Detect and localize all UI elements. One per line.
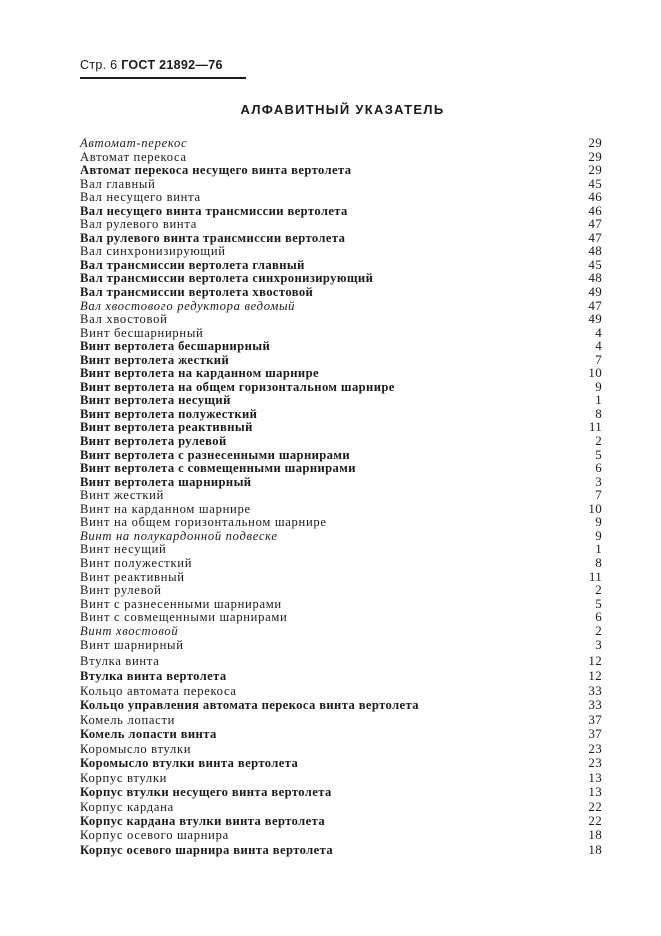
index-entry-page-number: 37 [588,726,602,742]
page-header [80,58,223,72]
index-entry-term: Корпус кардана [80,799,174,814]
index-title: АЛФАВИТНЫЙ УКАЗАТЕЛЬ [240,102,445,117]
index-entry-page-number: 2 [595,582,602,598]
index-entry-page-number: 47 [588,216,602,232]
index-entry [80,785,602,799]
index-entry-term: Втулка винта вертолета [80,668,227,683]
index-entry [80,326,602,340]
index-entry [80,712,602,727]
index-entry-page-number: 7 [595,351,602,367]
index-entry-page-number: 10 [588,500,602,516]
index-entry [80,683,602,698]
index-entry-page-number: 18 [588,841,602,857]
index-entry-page-number: 8 [595,405,602,421]
index-entry-term: Кольцо управления автомата перекоса винта вертолета [80,698,419,713]
index-entry-term: Винт полужесткий [80,555,193,570]
index-entry-term: Вал рулевого винта трансмиссии вертолета [80,230,346,245]
index-entry-term: Вал хвостовой [80,312,168,327]
index-entry-term: Винт с совмещенными шарнирами [80,610,288,625]
index-entry-term: Корпус осевого шарнира винта вертолета [80,842,334,857]
index-entry [80,502,602,516]
index-entry-term: Комель лопасти винта [80,727,217,742]
index-entry-term: Корпус осевого шарнира [80,828,229,843]
index-entry [80,653,602,668]
index-entry-page-number: 7 [595,487,602,503]
index-entry [80,448,602,462]
index-entry [80,190,602,204]
index-entry [80,637,602,652]
index-entry [80,770,602,785]
index-entry-page-number: 4 [595,338,602,354]
index-entry [80,353,602,367]
index-entry-page-number: 1 [595,541,602,557]
index-entry-term: Коромысло втулки винта вертолета [80,756,299,771]
index-entry [80,136,602,150]
index-entry-term: Комель лопасти [80,712,176,727]
index-entry-term: Винт вертолета на общем горизонтальном шарнире [80,379,395,394]
index-entry [80,163,602,177]
index-entry-page-number: 45 [588,256,602,272]
index-entry-term: Автомат перекоса [80,149,187,164]
index-entry [80,556,602,570]
index-entry [80,529,602,543]
index-entry-term: Автомат перекоса несущего винта вертолета [80,163,352,178]
index-entry-term: Винт вертолета полужесткий [80,406,258,421]
index-entry-page-number: 12 [588,667,602,683]
index-entry [80,285,602,299]
index-entry-page-number: 5 [595,595,602,611]
index-entry [80,488,602,502]
index-entry-term: Винт с разнесенными шарнирами [80,596,282,611]
index-entry-term: Вал хвостового редуктора ведомый [80,298,296,313]
index-entry-term: Вал трансмиссии вертолета синхронизирующий [80,271,374,286]
index-entry [80,827,602,842]
index-entry [80,610,602,624]
index-entry-page-number: 29 [588,162,602,178]
index-entry-term: Винт хвостовой [80,623,179,638]
index-entry-page-number: 13 [588,769,602,785]
index-entry [80,542,602,556]
index-entry-term: Винт вертолета с разнесенными шарнирами [80,447,351,462]
index-entry-page-number: 23 [588,755,602,771]
index-entry [80,668,602,683]
index-entry-term: Автомат-перекос [80,136,188,150]
index-entry [80,299,602,313]
page-number-label: Стр. 6 [80,58,118,72]
index-entry-term: Винт вертолета шарнирный [80,474,252,489]
index-entry-term: Винт вертолета рулевой [80,434,227,449]
index-entry [80,312,602,326]
index-entry-term: Коромысло втулки [80,741,192,756]
index-entry-page-number: 46 [588,189,602,205]
index-entry-term: Винт на карданном шарнире [80,501,251,516]
index-entry [80,843,602,857]
index-entry-term: Винт вертолета реактивный [80,420,253,435]
index-entry [80,583,602,597]
index-entry-term: Корпус втулки несущего винта вертолета [80,784,332,799]
index-entry-list [80,136,602,856]
index-entry-page-number: 9 [595,514,602,530]
index-entry [80,624,602,638]
index-entry-term: Винт вертолета жесткий [80,352,230,367]
index-entry [80,475,602,489]
index-entry-term: Вал несущего винта трансмиссии вертолета [80,203,348,218]
index-entry-term: Вал несущего винта [80,190,201,205]
standard-designation: ГОСТ 21892—76 [121,58,223,72]
index-entry [80,204,602,218]
index-entry [80,420,602,434]
index-entry-term: Вал главный [80,176,156,191]
index-entry-term: Винт вертолета на карданном шарнире [80,366,319,381]
index-entry-page-number: 6 [595,609,602,625]
index-entry-term: Винт жесткий [80,488,165,503]
index-entry [80,434,602,448]
index-entry-term: Кольцо автомата перекоса [80,684,237,699]
index-entry-page-number: 3 [595,637,602,653]
index-entry-term: Винт на полукардонной подвеске [80,528,278,543]
index-entry [80,258,602,272]
index-entry-page-number: 3 [595,473,602,489]
index-entry-term: Корпус кардана втулки винта вертолета [80,813,326,828]
index-entry-term: Винт реактивный [80,569,185,584]
index-entry [80,515,602,529]
index-entry [80,814,602,828]
index-entry [80,393,602,407]
index-entry-term: Винт вертолета бесшарнирный [80,339,271,354]
index-entry-page-number: 2 [595,433,602,449]
index-entry [80,570,602,584]
index-entry-page-number: 33 [588,683,602,699]
index-entry-page-number: 48 [588,243,602,259]
index-entry [80,727,602,741]
index-entry [80,756,602,770]
index-entry-page-number: 12 [588,652,602,668]
index-entry [80,217,602,231]
index-entry [80,177,602,191]
index-entry-term: Винт вертолета несущий [80,393,231,408]
index-entry-page-number: 5 [595,446,602,462]
index-entry [80,244,602,258]
index-entry [80,231,602,245]
index-entry-page-number: 11 [588,419,602,435]
header-underline [80,77,246,79]
index-entry-page-number: 47 [588,297,602,313]
index-entry [80,741,602,756]
index-entry-page-number: 18 [588,827,602,843]
index-entry [80,461,602,475]
index-entry-page-number: 10 [588,365,602,381]
index-entry-term: Винт рулевой [80,583,162,598]
index-entry-term: Винт на общем горизонтальном шарнире [80,515,327,530]
index-entry-page-number: 33 [588,697,602,713]
index-entry-page-number: 2 [595,622,602,638]
index-entry-term: Корпус втулки [80,770,168,785]
index-entry-page-number: 9 [595,378,602,394]
index-entry-page-number: 48 [588,270,602,286]
index-entry-page-number: 46 [588,202,602,218]
index-entry-term: Винт шарнирный [80,638,184,653]
index-entry-page-number: 6 [595,460,602,476]
index-entry-term: Втулка винта [80,653,160,668]
index-entry [80,339,602,353]
index-entry-page-number: 23 [588,740,602,756]
index-entry-page-number: 13 [588,783,602,799]
index-entry-page-number: 37 [588,711,602,727]
index-entry [80,698,602,712]
index-entry-term: Вал синхронизирующий [80,244,226,259]
index-entry-term: Винт несущий [80,542,167,557]
index-entry-term: Винт бесшарнирный [80,325,204,340]
index-entry-page-number: 22 [588,812,602,828]
index-entry-term: Вал рулевого винта [80,217,198,232]
index-entry-page-number: 4 [595,324,602,340]
index-entry-page-number: 22 [588,798,602,814]
index-entry-page-number: 9 [595,527,602,543]
index-entry-page-number: 29 [588,148,602,164]
index-entry-page-number: 11 [588,568,602,584]
index-entry [80,366,602,380]
index-entry [80,150,602,164]
index-entry-page-number: 8 [595,554,602,570]
index-entry-term: Винт вертолета с совмещенными шарнирами [80,461,356,476]
index-entry-page-number: 49 [588,311,602,327]
index-entry-page-number: 49 [588,284,602,300]
index-entry [80,407,602,421]
index-entry [80,271,602,285]
index-entry-term: Вал трансмиссии вертолета хвостовой [80,285,314,300]
index-entry-term: Вал трансмиссии вертолета главный [80,257,305,272]
index-entry-page-number: 1 [595,392,602,408]
index-entry-page-number: 47 [588,229,602,245]
index-entry [80,380,602,394]
index-entry [80,799,602,814]
index-entry-page-number: 45 [588,175,602,191]
index-entry-page-number: 29 [588,135,602,150]
index-entry [80,597,602,611]
